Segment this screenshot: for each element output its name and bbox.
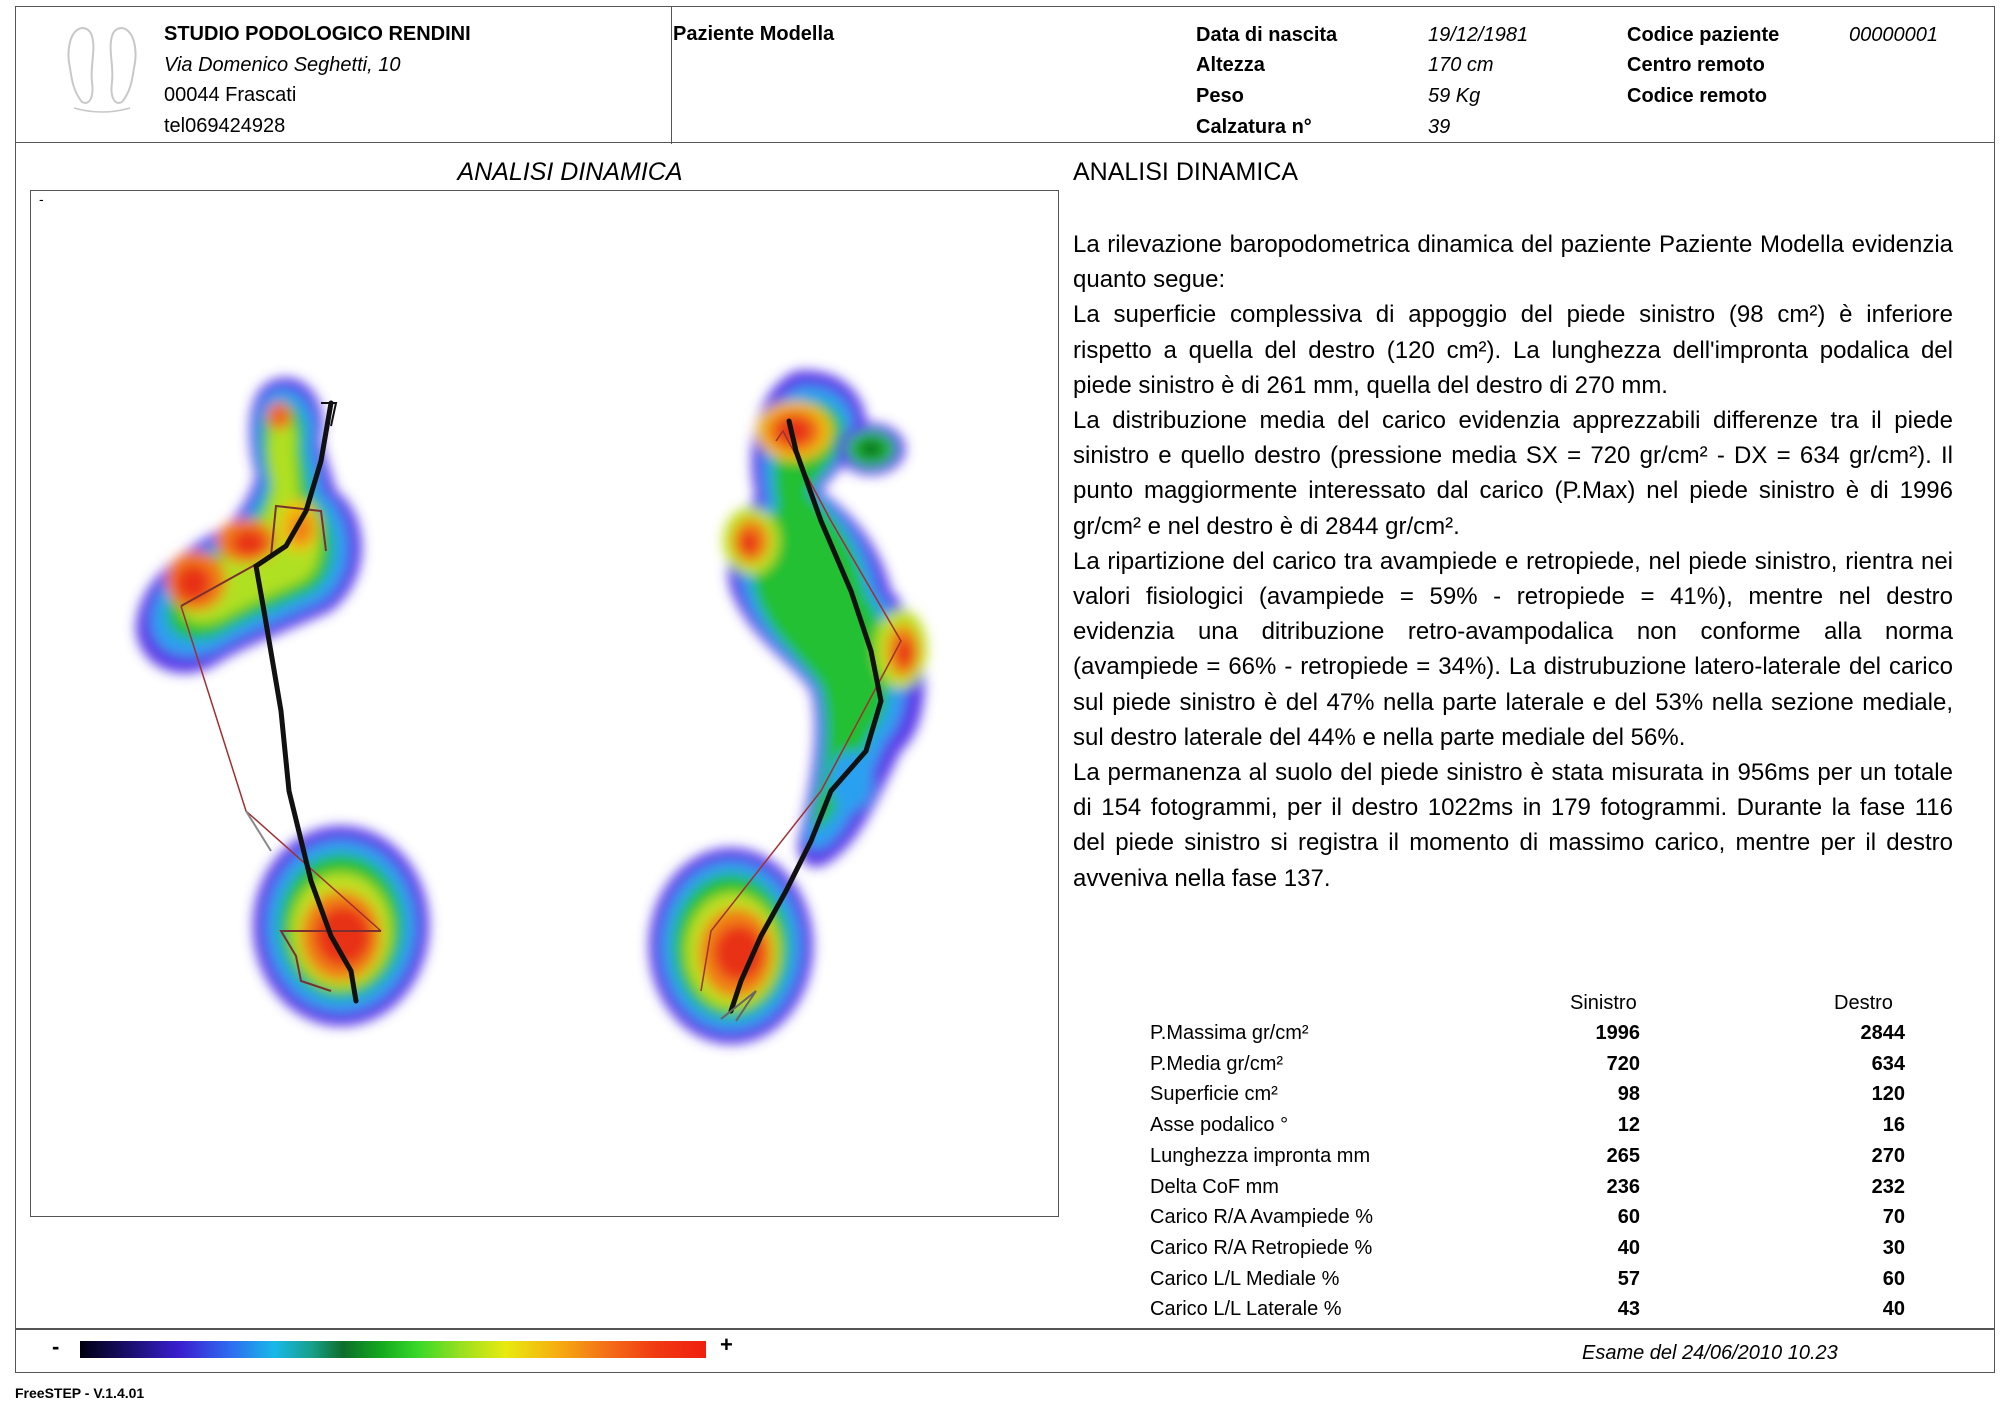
feet-logo-icon <box>52 16 152 116</box>
table-cell-left: 40 <box>1617 1236 1640 1259</box>
table-row-label: Asse podalico ° <box>1150 1114 1289 1137</box>
column-header-left: Sinistro <box>1570 992 1637 1014</box>
table-cell-right: 16 <box>1882 1114 1905 1137</box>
table-cell-right: 120 <box>1871 1083 1905 1106</box>
table-cell-right: 60 <box>1882 1267 1905 1290</box>
scale-min-label: - <box>52 1334 60 1359</box>
exam-date: Esame del 24/06/2010 10.23 <box>1582 1342 1838 1364</box>
table-cell-right: 40 <box>1882 1298 1905 1321</box>
report-title: ANALISI DINAMICA <box>1073 158 1299 186</box>
report-paragraph: La ripartizione del carico tra avampiede e retropiede, nel piede sinistro, rientra nei valori fisiologici (avampiede = 59% - retropiede = 41%), mentre nel destro evidenzia una ditribuzione retro-avampodalica non conforme alla norma (avampiede = 66% - retropiede = 34%). La distrubuzione latero-laterale del carico sul piede sinistro è del 47% nella parte laterale e del 53% nella sezione mediale, sul destro laterale del 44% e nella parte mediale del 56%. <box>1073 547 1953 751</box>
table-cell-left: 60 <box>1617 1206 1640 1229</box>
table-row-label: P.Massima gr/cm² <box>1150 1022 1309 1044</box>
report-paragraph: La superficie complessiva di appoggio del piede sinistro (98 cm²) è inferiore rispetto a quella del destro (120 cm²). La lunghezza dell'impronta podalica del piede sinistro è di 261 mm, quella del destro di 270 mm. <box>1073 301 1953 399</box>
table-cell-right: 70 <box>1882 1206 1905 1229</box>
map-title: ANALISI DINAMICA <box>457 158 683 186</box>
scale-max-label: + <box>720 1332 733 1357</box>
report-paragraph: La rilevazione baropodometrica dinamica del paziente Paziente Modella evidenzia quanto segue: <box>1073 231 1953 294</box>
table-cell-left: 43 <box>1617 1298 1640 1321</box>
table-row-label: Superficie cm² <box>1150 1083 1278 1106</box>
pressure-map <box>30 190 1059 1217</box>
shoe-size-value: 39 <box>1428 116 1451 138</box>
header-divider <box>671 7 672 144</box>
report-paragraph: La distribuzione media del carico evidenzia apprezzabili differenze tra il piede sinistro e quello destro (pressione media SX = 720 gr/cm² - DX = 634 gr/cm²). Il punto maggiormente interessato dal carico (P.Max) nel piede sinistro è di 1996 gr/cm² e nel destro è di 2844 gr/cm². <box>1073 407 1953 540</box>
report-text <box>1073 227 1953 896</box>
height-value: 170 cm <box>1428 54 1494 76</box>
table-row-label: Carico R/A Retropiede % <box>1150 1236 1373 1259</box>
birth-date-value: 19/12/1981 <box>1428 24 1529 46</box>
table-row-label: Delta CoF mm <box>1150 1175 1279 1198</box>
table-row-label: Carico L/L Mediale % <box>1150 1267 1340 1290</box>
patient-code-value: 00000001 <box>1849 24 1938 46</box>
table-cell-right: 30 <box>1882 1236 1905 1259</box>
table-cell-right: 2844 <box>1860 1022 1905 1044</box>
studio-city: 00044 Frascati <box>164 84 297 106</box>
table-cell-right: 634 <box>1871 1052 1905 1075</box>
studio-address: Via Domenico Seghetti, 10 <box>164 54 401 76</box>
patient-name: Paziente Modella <box>673 23 835 45</box>
app-version: FreeSTEP - V.1.4.01 <box>15 1385 145 1401</box>
weight-value: 59 Kg <box>1428 85 1481 107</box>
table-cell-left: 12 <box>1617 1114 1640 1137</box>
table-cell-left: 57 <box>1617 1267 1640 1290</box>
table-cell-left: 720 <box>1606 1052 1640 1075</box>
table-cell-left: 236 <box>1606 1175 1640 1198</box>
table-cell-left: 265 <box>1606 1144 1640 1167</box>
table-cell-right: 270 <box>1871 1144 1905 1167</box>
studio-phone: tel069424928 <box>164 115 286 137</box>
table-cell-left: 1996 <box>1595 1022 1640 1044</box>
table-row-label: Carico R/A Avampiede % <box>1150 1206 1374 1229</box>
remote-center-label: Centro remoto <box>1627 54 1765 76</box>
map-corner-mark: - <box>39 191 44 207</box>
birth-date-label: Data di nascita <box>1196 24 1338 46</box>
report-paragraph: La permanenza al suolo del piede sinistro è stata misurata in 956ms per un totale di 154 fotogrammi, per il destro 1022ms in 179 fotogrammi. Durante la fase 116 del piede sinistro si registra il momento di massimo carico, mentre per il destro avveniva nella fase 137. <box>1073 759 1953 892</box>
patient-code-label: Codice paziente <box>1627 24 1780 46</box>
height-label: Altezza <box>1196 54 1265 76</box>
left-foot-print <box>136 378 429 1026</box>
right-foot-print <box>649 371 927 1044</box>
table-cell-left: 98 <box>1617 1083 1640 1106</box>
pressure-color-scale <box>80 1341 706 1358</box>
table-cell-right: 232 <box>1871 1175 1905 1198</box>
table-row-label: P.Media gr/cm² <box>1150 1052 1284 1075</box>
table-row-label: Carico L/L Laterale % <box>1150 1298 1342 1321</box>
studio-name: STUDIO PODOLOGICO RENDINI <box>164 23 471 45</box>
remote-code-label: Codice remoto <box>1627 85 1768 107</box>
pressure-map-canvas <box>31 191 1058 1216</box>
column-header-right: Destro <box>1834 992 1893 1014</box>
weight-label: Peso <box>1196 85 1244 107</box>
shoe-size-label: Calzatura n° <box>1196 116 1312 138</box>
table-row-label: Lunghezza impronta mm <box>1150 1144 1371 1167</box>
